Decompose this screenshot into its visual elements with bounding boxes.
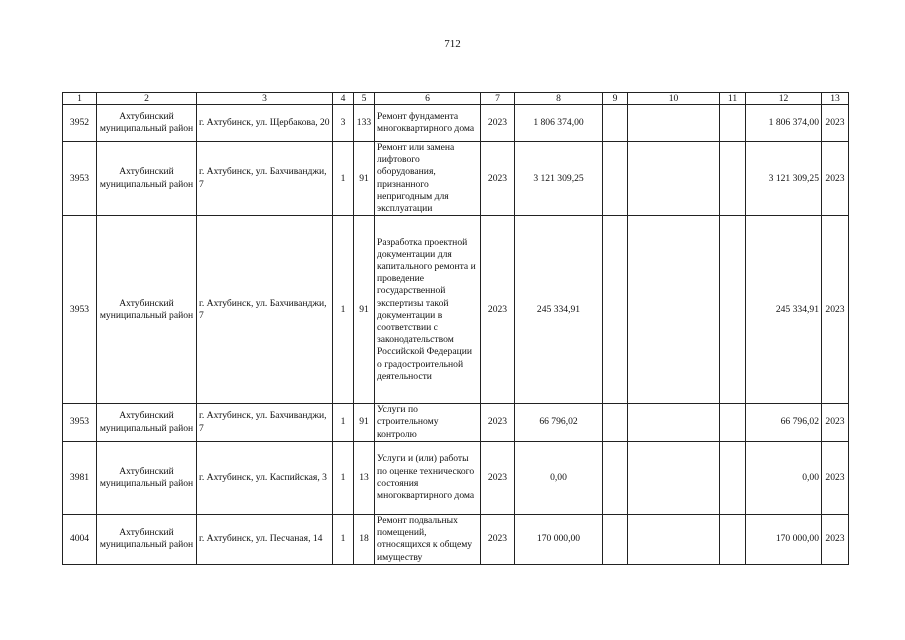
col11-cell bbox=[720, 441, 746, 514]
col5-cell: 91 bbox=[354, 404, 375, 442]
total-cost-cell: 66 796,02 bbox=[746, 404, 822, 442]
column-number-header: 4 bbox=[333, 93, 354, 105]
column-number-header: 7 bbox=[481, 93, 515, 105]
col9-cell bbox=[603, 216, 628, 404]
cost-cell: 245 334,91 bbox=[515, 216, 603, 404]
col9-cell bbox=[603, 142, 628, 216]
year-cell: 2023 bbox=[481, 404, 515, 442]
col4-cell: 1 bbox=[333, 441, 354, 514]
cost-cell: 170 000,00 bbox=[515, 514, 603, 564]
col10-cell bbox=[628, 441, 720, 514]
col5-cell: 133 bbox=[354, 105, 375, 142]
col11-cell bbox=[720, 105, 746, 142]
col13-cell: 2023 bbox=[822, 105, 849, 142]
table-row bbox=[63, 514, 849, 564]
year-cell: 2023 bbox=[481, 105, 515, 142]
row-id-cell: 3981 bbox=[63, 441, 97, 514]
address-cell: г. Ахтубинск, ул. Щербакова, 20 bbox=[197, 105, 333, 142]
page-number: 712 bbox=[444, 38, 461, 50]
col4-cell: 1 bbox=[333, 514, 354, 564]
municipality-cell: Ахтубинский муниципальный район bbox=[97, 441, 197, 514]
column-number-header: 5 bbox=[354, 93, 375, 105]
column-number-header: 2 bbox=[97, 93, 197, 105]
municipality-cell: Ахтубинский муниципальный район bbox=[97, 105, 197, 142]
col10-cell bbox=[628, 404, 720, 442]
work-type-cell: Ремонт фундамента многоквартирного дома bbox=[375, 105, 481, 142]
capital-repair-table bbox=[62, 92, 849, 565]
col10-cell bbox=[628, 216, 720, 404]
column-number-header: 9 bbox=[603, 93, 628, 105]
col10-cell bbox=[628, 514, 720, 564]
municipality-cell: Ахтубинский муниципальный район bbox=[97, 142, 197, 216]
column-number-header: 12 bbox=[746, 93, 822, 105]
column-number-header: 3 bbox=[197, 93, 333, 105]
total-cost-cell: 245 334,91 bbox=[746, 216, 822, 404]
address-cell: г. Ахтубинск, ул. Бахчиванджи, 7 bbox=[197, 216, 333, 404]
col11-cell bbox=[720, 514, 746, 564]
cost-cell: 1 806 374,00 bbox=[515, 105, 603, 142]
column-number-header: 8 bbox=[515, 93, 603, 105]
column-number-header: 11 bbox=[720, 93, 746, 105]
year-cell: 2023 bbox=[481, 142, 515, 216]
municipality-cell: Ахтубинский муниципальный район bbox=[97, 216, 197, 404]
col10-cell bbox=[628, 105, 720, 142]
total-cost-cell: 170 000,00 bbox=[746, 514, 822, 564]
work-type-cell: Ремонт подвальных помещений, относящихся к общему имуществу bbox=[375, 514, 481, 564]
year-cell: 2023 bbox=[481, 441, 515, 514]
year-cell: 2023 bbox=[481, 216, 515, 404]
total-cost-cell: 1 806 374,00 bbox=[746, 105, 822, 142]
col10-cell bbox=[628, 142, 720, 216]
col13-cell: 2023 bbox=[822, 142, 849, 216]
table-row bbox=[63, 105, 849, 142]
column-number-header: 13 bbox=[822, 93, 849, 105]
total-cost-cell: 0,00 bbox=[746, 441, 822, 514]
col4-cell: 3 bbox=[333, 105, 354, 142]
col13-cell: 2023 bbox=[822, 441, 849, 514]
col9-cell bbox=[603, 404, 628, 442]
table-row bbox=[63, 441, 849, 514]
work-type-cell: Услуги по строительному контролю bbox=[375, 404, 481, 442]
work-type-cell: Ремонт или замена лифтового оборудования, признанного непригодным для эксплуатации bbox=[375, 142, 481, 216]
col13-cell: 2023 bbox=[822, 216, 849, 404]
row-id-cell: 3953 bbox=[63, 142, 97, 216]
table-row bbox=[63, 404, 849, 442]
col5-cell: 91 bbox=[354, 142, 375, 216]
col4-cell: 1 bbox=[333, 142, 354, 216]
col5-cell: 91 bbox=[354, 216, 375, 404]
table-body bbox=[63, 93, 849, 565]
col9-cell bbox=[603, 514, 628, 564]
row-id-cell: 3953 bbox=[63, 404, 97, 442]
table-row bbox=[63, 216, 849, 404]
col5-cell: 13 bbox=[354, 441, 375, 514]
column-number-header: 1 bbox=[63, 93, 97, 105]
col9-cell bbox=[603, 105, 628, 142]
table-row bbox=[63, 142, 849, 216]
total-cost-cell: 3 121 309,25 bbox=[746, 142, 822, 216]
col4-cell: 1 bbox=[333, 404, 354, 442]
year-cell: 2023 bbox=[481, 514, 515, 564]
cost-cell: 0,00 bbox=[515, 441, 603, 514]
col11-cell bbox=[720, 216, 746, 404]
row-id-cell: 3952 bbox=[63, 105, 97, 142]
col13-cell: 2023 bbox=[822, 404, 849, 442]
municipality-cell: Ахтубинский муниципальный район bbox=[97, 404, 197, 442]
work-type-cell: Разработка проектной документации для капитального ремонта и проведение государственной экспертизы такой документации в соответствии с законодательством Российской Федерации о градостроительной деятельности bbox=[375, 216, 481, 404]
column-number-header: 10 bbox=[628, 93, 720, 105]
column-number-row bbox=[63, 93, 849, 105]
col5-cell: 18 bbox=[354, 514, 375, 564]
column-number-header: 6 bbox=[375, 93, 481, 105]
cost-cell: 3 121 309,25 bbox=[515, 142, 603, 216]
address-cell: г. Ахтубинск, ул. Бахчиванджи, 7 bbox=[197, 404, 333, 442]
address-cell: г. Ахтубинск, ул. Бахчиванджи, 7 bbox=[197, 142, 333, 216]
work-type-cell: Услуги и (или) работы по оценке технического состояния многоквартирного дома bbox=[375, 441, 481, 514]
address-cell: г. Ахтубинск, ул. Каспийская, 3 bbox=[197, 441, 333, 514]
cost-cell: 66 796,02 bbox=[515, 404, 603, 442]
col9-cell bbox=[603, 441, 628, 514]
col11-cell bbox=[720, 142, 746, 216]
municipality-cell: Ахтубинский муниципальный район bbox=[97, 514, 197, 564]
address-cell: г. Ахтубинск, ул. Песчаная, 14 bbox=[197, 514, 333, 564]
row-id-cell: 3953 bbox=[63, 216, 97, 404]
col11-cell bbox=[720, 404, 746, 442]
row-id-cell: 4004 bbox=[63, 514, 97, 564]
col4-cell: 1 bbox=[333, 216, 354, 404]
col13-cell: 2023 bbox=[822, 514, 849, 564]
